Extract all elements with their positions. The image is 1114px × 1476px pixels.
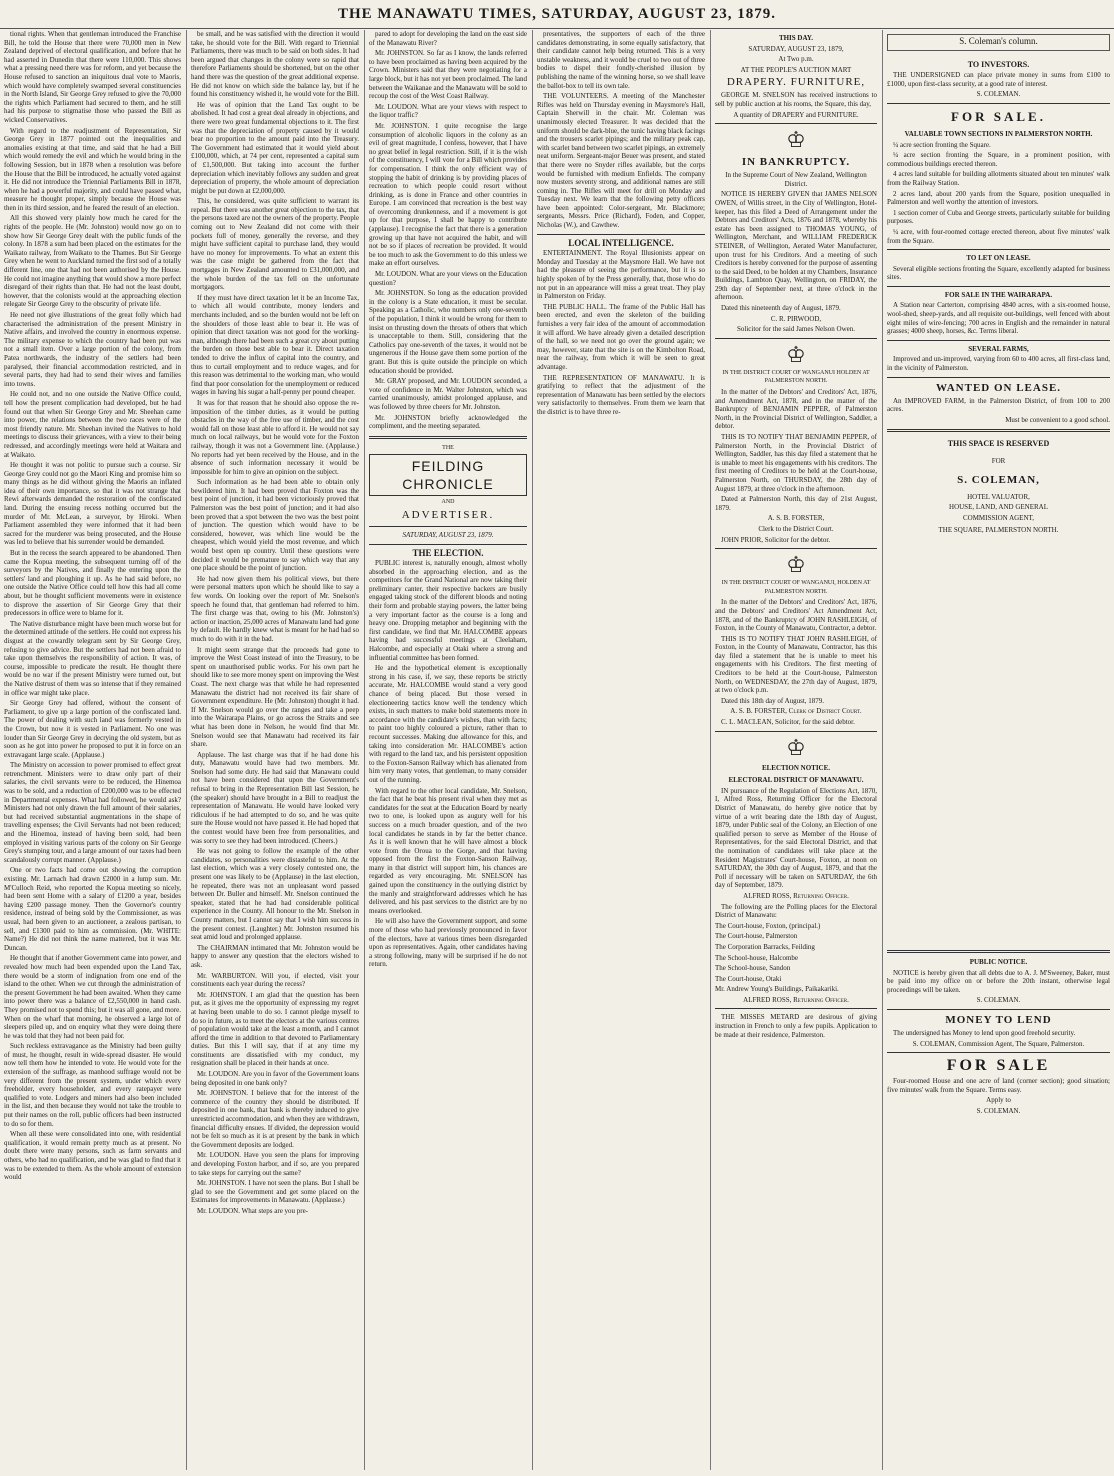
ad-text: In the matter of the Debtors' and Creditors' Act, 1876, and Amendment Act, 1878, and in the matter of the Bankruptcy of BENJAMIN PEPPER, of Palmerston North, in the Provincial District of Wellington, Saddler, a debtor. xyxy=(715,388,877,431)
ad-line: IN THE DISTRICT COURT OF WANGANUI HOLDEN AT PALMERSTON NORTH. xyxy=(722,369,870,385)
article-paragraph: THE PUBLIC HALL. The frame of the Public Hall has been erected, and even the skeleton of the building furnishes a very fair idea of the amount of accommodation it will afford. We have already given a detailed description of the hall, so we need not go over the ground again; we may, however, state that the site is on the Kimbolton Road, near the railway, from which it will be seen to great advantage. xyxy=(537,302,705,371)
ad-text: NOTICE is hereby given that all debts due to A. J. M'Sweeney, Baker, must be paid into my office on or before the 20th instant, otherwise legal proceedings will be taken. xyxy=(887,968,1110,994)
ad-text: IN pursuance of the Regulation of Elections Act, 1870, I, Alfred Ross, Returning Officer for the Electoral District of Manawatu, do hereby give notice that by virtue of a writ bearing date the 18th day of August, 1879, under Public seal of the Colony, an Election of one qualified person to serve as Member of the House of Representatives, for the said Electoral District, and that the nomination of candidates will take place at the Resident Magistrates' Court-house, Foxton, at noon on SATURDAY, the 30th day of August, 1879, and that the Poll if necessary will be taken on SATURDAY, the 6th day of September, 1879. xyxy=(715,786,877,890)
article-paragraph: This, he considered, was quite sufficient to warrant its repeal. But there was another great objection to the tax, that the persons taxed are not the owners of the property. People coming out to New Zealand did not come with their pockets full of money, generally the reverse, and they might have sufficient capital to purchase land, they would have no money for improvements. To what an extent this was the case might be gathered from the fact that mortgages in New Zealand amounted to £31,000,000, and the whole burden of the tax fell on the unfortunate mortgagors. xyxy=(191,197,359,292)
article-paragraph: If they must have direct taxation let it be an Income Tax, to which all would contribute, money lenders and merchants included, and so the burden would not be left on the shoulders of those least able to bear it. He was of opinion that direct taxation was not good for the working-man, although there had been such a great cry about putting the burden on those best able to bear it. Direct taxation tended to drive the influx of capital into the country, and thus to curtail employment and to reduce wages, and for this reason was detrimental to the working man, who would find that poor consolation for the unemployment or reduced wages in having his sugar a half-penny per pound cheaper. xyxy=(191,293,359,397)
royal-crest-icon: ♔ xyxy=(786,734,806,760)
article-paragraph: ENTERTAINMENT. The Royal Illusionists appear on Monday and Tuesday at the Maysmore Hall. We have not had the pleasure of seeing the performance, but it is so highly spoken of by the Press generally, that, those who do not put in an appearance will miss a great treat. They play in Palmerston on Friday. xyxy=(537,249,705,301)
list-item: Mr. Andrew Young's Buildings, Paikakariki. xyxy=(715,985,839,994)
article-paragraph: Mr. JOHNSTON. I am glad that the question has been put, as it gives me the opportunity of expressing my regret at having been unable to do so. I cannot pledge myself to do so in future, as to meet the electors at the various centres of population would take at the least a month, and I cannot afford the time in addition to that devoted to Parliamentary duties. But this I will say, that if at any time my constituents are dissatisfied with my conduct, my resignation shall be placed in their hands at once. xyxy=(191,990,359,1068)
article-paragraph: Mr. WARBURTON. Will you, if elected, visit your constituents each year during the recess? xyxy=(191,971,359,989)
ad-text: THIS IS TO NOTIFY THAT BENJAMIN PEPPER, of Palmerston North, in the Provincial District of Wellington, Saddler, has this day filed a statement that he is unable to meet his engagements with his creditors. The first meeting of Creditors to be held at the Court-house, Palmerston North, on THURSDAY, the 28th day of August 1879, at three o'clock in the afternoon. xyxy=(715,433,877,493)
ad-line: A quantity of DRAPERY and FURNITURE. xyxy=(733,110,859,119)
article-paragraph: Mr. LOUDON. What are your views with respect to the liquor traffic? xyxy=(369,102,527,120)
divider xyxy=(887,286,1110,287)
ad-heading: TO LET ON LEASE. xyxy=(966,254,1031,263)
divider xyxy=(715,338,877,339)
ad-line: S. COLEMAN, Commission Agent, The Square, Palmerston. xyxy=(912,1039,1085,1048)
ad-heading: FOR SALE xyxy=(946,1057,1051,1075)
ad-line: THE SQUARE, PALMERSTON NORTH. xyxy=(938,526,1059,535)
article-paragraph: He thought it was not politic to pursue such a course. Sir George Grey could not go the Maori King and promise him so many things as he did without giving the Maoris an inflated idea of their own importance, so that it was not strange that Rewi afterwards demanded the restoration of the confiscated land. During the ensuing recess nothing occurred but the murder of Mr. McLean, a surveyor, by Hiroki. When Parliament assembled they were informed that it had been sacred for the murderer was being prosecuted, and the House was led to believe that his surrender would be demanded. xyxy=(4,461,181,547)
ad-text: In the matter of the Debtors' and Creditors' Act, 1876, and the Debtors' and Creditors' Act Amendment Act, 1878, and of the Bankruptcy of JOHN RASHLEIGH, of Foxton, in the County of Manawatu, Contractor, a debtor. xyxy=(715,598,877,633)
coleman-lower-ads xyxy=(887,945,1110,1118)
list-item: 2 acres land, about 200 yards from the Square, position unequalled in Palmerston and well worthy the attention of investors. xyxy=(887,189,1110,207)
ad-line: SATURDAY, AUGUST 23, 1879, xyxy=(748,44,844,53)
ad-text: NOTICE IS HEREBY GIVEN that JAMES NELSON OWEN, of Willis street, in the City of Wellington, Hotel-keeper, has this filed a Deed of Arrangement under the Debtors and Creditors' Acts, 1876 and 1878, whereby his estate has been assigned to THOMAS YOUNG, of Wellington, Merchant, and WILLIAM FREDERICK STEINER, of Wellington, Aerated Water Manufacturer, upon trust for his Creditors. And a meeting of such Creditors is hereby convened for the purpose of assenting to the said Deed, to be holden at my Chambers, Insurance Buildings, Lambton Quay, Wellington, on FRIDAY, the 29th day of September next, at three o'clock in the afternoon. xyxy=(715,190,877,302)
signature: ALFRED ROSS, Returning Officer. xyxy=(743,891,849,900)
ad-line: HOTEL VALUATOR, xyxy=(967,492,1030,501)
article-paragraph: The Ministry on accession to power promised to effect great retrenchment. Ministers were to draw only part of their salaries, the civil servants were to be reduced, the Hinemoa was to be sold, and a reduction of £200,000 was to be effected in Departmental expenses. What had followed, he would ask? Ministers had not only drawn the full amount of their salaries, but had received substantial augmentations in the shape of travelling expenses; the Civil Servants had not been reduced; and the Hinemoa, instead of having been sold, had been employed in visiting various parts of the colony on Sir George Grey's stumping tour, and a large amount of our taxes had been scandalously corrupt manner. (Applause.) xyxy=(4,761,181,864)
divider xyxy=(715,731,877,732)
article-paragraph: Mr. JOHNSTON. I have not seen the plans. But I shall be glad to see the Government and get some placed on the Estimates for improvements in Manawatu. (Applause.) xyxy=(191,1179,359,1205)
article-paragraph: He thought that if another Government came into power, and revealed how much had been expended upon the Land Tax, there would be a storm of indignation from one end of the island to the other. When we cut through the administration of the present Government he had been awaited. When they came into power there was a balance of £2,550,000 in hand cash. They promised not to spend this; but it was all gone, and more. When on the wharf that morning, he observed a large lot of sleepers piled up, and on enquiry what they were doing there he was told that they had not been paid for. xyxy=(4,954,181,1040)
signature: S. COLEMAN. xyxy=(976,90,1021,99)
article-paragraph: It might seem strange that the proceeds had gone to improve the West Coast instead of into the Treasury, to be spent on unauthorised public works. For his own part he should like to see more money spent on improving the West Coast. The next charge was that while he had represented Manawatu the district had not received its fair share of Government expenditure. He (Mr. Johnston) thought it had. If Mr. Snelson would go over the ranges and take a peep into the Wairarapa Plains, or go across the Straits and see what has been done in Nelson, he would find that Mr. Snelson would see that Manawatu had received its fair share. xyxy=(191,645,359,749)
ad-text: An IMPROVED FARM, in the Palmerston District, of from 100 to 200 acres. xyxy=(887,396,1110,414)
ad-line: IN THE DISTRICT COURT OF WANGANUI, HOLDEN AT PALMERSTON NORTH. xyxy=(721,580,871,595)
article-paragraph: Mr. LOUDON. Are you in favor of the Government loans being deposited in one bank only? xyxy=(191,1070,359,1087)
article-paragraph: With regard to the readjustment of Representation, Sir George Grey in 1877 pointed out the inequalities and anomalies existing at that time, and said that he had a Bill which would remedy the evil and which he would bring in the following Session, but in 1878 when a resolution was before the House that the Bill be introduced, he actually voted against it. He did not introduce the Triennial Parliaments Bill in 1878, when he had a powerful majority, and could have passed what, measure he thought proper, simply because the House was then in its third session, and he feared the result of an election. xyxy=(4,126,181,212)
signature: S. COLEMAN. xyxy=(976,996,1021,1005)
article-paragraph: presentatives, the supporters of each of the three candidates demonstrating, in some equally satisfactory, that their candidate cannot help being returned. This is a very unstable weakness, and it would be cruel to two out of three bodies to dispel their fondly-cherished illusion by publishing the name of the winning horse, so we shall leave the ballot-box to tell its own tale. xyxy=(537,30,705,90)
article-paragraph: Mr. JOHNSTON. I quite recognise the large consumption of alcoholic liquors in the colony as an evil of great magnitude, I confess, however, that I have no great belief in legal restriction. Still, if it is the wish of the constituency, I will vote for a Bill which provides for compensation. I think the only efficient way of stopping the habit of drinking is by providing places of recreation to which people could resort without drinking, as is done in France and other countries in Europe. I am convinced that recreation is the best way of overcoming drunkenness, and if a movement is got up for that purpose, I shall be happy to contribute (applause). I recognise the fact that there is a generation growing up that have not acquired the habit, and will not be so if places of recreation be provided. It would be too much to ask the Government to do this unless we make an effort ourselves. xyxy=(369,121,527,268)
ad-heading: IN BANKRUPTCY. xyxy=(741,156,851,169)
ad-text: THE UNDERSIGNED can place private money in sums from £100 to £1000, upon first-class security, at a good rate of interest. xyxy=(887,71,1110,88)
divider xyxy=(887,429,1110,432)
article-paragraph: He had now given them his political views, but there were personal matters upon which he should like to say a few words. On looking over the report of Mr. Snelson's speech he found that, that gentleman had referred to him. The first charge was that, owing to his (Mr. Johnston's) action or inaction, 25,000 acres of Manawatu land had gone by default. He hardly knew what is meant for he had had so much to do with it in the bad. xyxy=(191,574,359,643)
ad-heading: WANTED ON LEASE. xyxy=(935,381,1062,394)
ad-line: Apply to xyxy=(986,1096,1011,1105)
ad-heading: ELECTORAL DISTRICT OF MANAWATU. xyxy=(728,776,864,785)
divider xyxy=(887,1009,1110,1010)
column-1 xyxy=(0,30,185,1470)
ad-text: GEORGE M. SNELSON has received instructions to sell by public auction at his rooms, the Square, this day, xyxy=(715,91,877,108)
local-heading: LOCAL INTELLIGENCE. xyxy=(568,237,674,248)
royal-crest-icon: ♔ xyxy=(786,341,806,367)
ad-heading: FOR SALE. xyxy=(951,108,1046,124)
ad-text: The following are the Polling places for the Electoral District of Manawatu: xyxy=(715,902,877,920)
list-item: ¼ acre, with four-roomed cottage erected thereon, about five minutes' walk from the Square. xyxy=(887,227,1110,245)
list-item: The School-house, Sandon xyxy=(715,964,791,973)
ad-text: C. L. MACLEAN, Solicitor, for the said debtor. xyxy=(721,718,855,727)
article-paragraph: He was not going to follow the example of the other candidates, so personalities were distasteful to him. At the last election, which was a very closely contested one, the present one was likely to be (Applause) in the last election, he repeated, there was not an unpleasant word passed between Dr. Buller and himself. Mr. Snelson continued the speaker, stated that he had had considerable political experience in the County. All honour to the Mr. Snelson in County matters, but I cannot say that I wish him success in the present contest. (Laughter.) Mr. Johnston resumed his seat amid loud and prolonged applause. xyxy=(191,847,359,942)
ad-text: JOHN PRIOR, Solicitor for the debtor. xyxy=(721,535,831,544)
article-paragraph: Mr. GRAY proposed, and Mr. LOUDON seconded, a vote of confidence in Mr. Walter Johnston, which was carried unanimously, amidst prolonged applause, and was followed by three cheers for Mr. Johnston. xyxy=(369,377,527,411)
ad-text: Dated this 18th day of August, 1879. xyxy=(721,696,825,705)
ad-text: The undersigned has Money to lend upon good freehold security. xyxy=(893,1028,1076,1037)
ad-heading: VALUABLE TOWN SECTIONS IN PALMERSTON NORTH. xyxy=(904,129,1093,138)
ad-heading: THIS DAY. xyxy=(778,34,814,42)
article-paragraph: be small, and he was satisfied with the direction it would take, he should vote for the Bill. With regard to Triennial Parliaments, there was much to be said on both sides. It had been argued that changes in the colony were so rapid that therefore Parliaments should be shortened, but on the other hand there was the question of the great additional expense. He did not know on which side the balance lay, but if he found his constituency wished it, he would vote for the Bill. xyxy=(191,30,359,99)
divider xyxy=(887,340,1110,341)
ad-text: THE MISSES METARD are desirous of giving instruction in French to only a few pupils. Application to be made at their residence, Palmerston. xyxy=(715,1013,877,1039)
ad-heading: THIS SPACE IS RESERVED xyxy=(947,439,1050,449)
article-paragraph: He and the hypothetical element is exceptionally strong in his case, if, we say, these reports be strictly accurate, Mr. HALCOMBE would stand a very good chance of being placed. But those versed in electioneering tactics know well the tendency which exists, in such matters to make bold statements more in accordance with the candidate's wishes, than with facts; to paint too highly coloured a picture, rather than to recount successes. Making due allowance for this, and taking into consideration Mr. HALCOMBE's action with regard to the land tax, and his persistent opposition to the Foxton-Sanson Railway which has alienated from him very many votes, that gentleman, to many consider out of the running. xyxy=(369,664,527,784)
ad-text: Several eligible sections fronting the Square, excellently adapted for business sites. xyxy=(887,264,1110,282)
signature: ALFRED ROSS, Returning Officer. xyxy=(743,995,849,1004)
article-paragraph: Such information as he had been able to obtain only bewildered him. It had been proved that Foxton was the best point of junction, it had been victoriously proved that Palmerston was the best point of junction; and it had also been proved that a spot between the two was the best point of junction. The question which would have to be considered, however, was which line would be the cheapest, which would yield the most revenue, and which would best open up country. Until these questions were decided it would be premature to say which way that any one place should be the point of junction. xyxy=(191,478,359,573)
article-paragraph: Mr. JOHNSTON briefly acknowledged the compliment, and the meeting separated. xyxy=(369,413,527,431)
royal-crest-icon: ♔ xyxy=(786,127,806,153)
paper-subtitle: ADVERTISER. xyxy=(401,508,495,521)
signature: A. S. B. FORSTER, Clerk of District Court. xyxy=(730,707,862,716)
ad-heading: SEVERAL FARMS, xyxy=(968,344,1029,353)
article-paragraph: When all these were consolidated into one, with residential qualification, it would remain pretty much as at present. No doubt there were many persons, such as farm servants and others, who had no qualification, and he was glad to find that it was to be extended to them. As the whole amount of extension would xyxy=(4,1130,181,1182)
article-paragraph: Mr. JOHNSTON. I believe that for the interest of the commerce of the country they should be distributed. If deposited in one bank, that bank is thereby induced to give unrestricted accommodation, and when they are withdrawn, financial difficulty ensues. If divided, the depression would not be felt so much as it is at present by the bank in which the Government deposits are lodged. xyxy=(191,1089,359,1149)
article-paragraph: It was for that reason that he should also oppose the re-imposition of the timber duties, as it would be putting obstacles in the way of the free use of timber, and the cost would fall on those least able to afford it. He would not say much on local railways, but he would vote for the Foxton railway, though it was not a Government line. (Applause.) No reports had yet been received by the House, and in the absence of such information necessary it would be impossible for him to give an opinion on the subject. xyxy=(191,398,359,476)
divider xyxy=(887,950,1110,953)
ad-text: Improved and un-improved, varying from 60 to 400 acres, all first-class land, in the vicinity of Palmerston. xyxy=(887,355,1110,373)
ad-text: Dated at Palmerston North, this day of 21st August, 1879. xyxy=(715,495,877,512)
signature: S. COLEMAN. xyxy=(976,1106,1021,1115)
ad-line: HOUSE, LAND, AND GENERAL xyxy=(949,503,1048,512)
column-6 xyxy=(883,30,1114,1470)
article-paragraph: The Native disturbance might have been much worse but for the determined attitude of the settlers. He could not express his disgust at the cowardly telegram sent by Sir George Grey, refusing to give advice. But the settlers had not been afraid to take upon themselves the responsibility of action. It was, of course, impossible to predicate the result. He thought there would be no war if the present Ministry were turned out, but the Native distrust of them was so intense that if they remained in office war might take place. xyxy=(4,619,181,697)
divider xyxy=(887,103,1110,104)
ad-heading: TO INVESTORS. xyxy=(967,59,1030,69)
ad-text: Must be convenient to a good school. xyxy=(1005,415,1110,424)
divider xyxy=(887,249,1110,250)
column-4 xyxy=(533,30,709,1470)
royal-crest-icon: ♔ xyxy=(786,552,806,578)
article-paragraph: THE VOLUNTEERS. A meeting of the Manchester Rifles was held on Thursday evening in Maysmore's Hall, Captain Sherwill in the chair. Mr. Coleman was unanimously elected Treasurer. It was decided that the uniform should be dark-blue, the tunic having black facings and the trousers scarlet pipings; and the military peak cap, with scarlet band between two scarlet pipings, an extremely neat uniform. Sergeant-major Beuer was present, and stated that there were no Snyder rifles available, but the corps would be furnished with medium Enfields. The company now musters seventy strong, and additional names are still coming in. The Rifles will meet for drill on Monday and Tuesday next. We learn that the following petty officers have been appointed: Color-sergeant, Mr. Blackmore; sergeants, Messrs. Price (Richard), Foden, and Copper, Nicholas (W.), and Cawthew. xyxy=(537,92,705,230)
ad-text: Four-roomed House and one acre of land (corner section); good situation; five minutes' walk from the Square. Terms easy. xyxy=(887,1077,1110,1094)
ad-heading: MONEY TO LEND xyxy=(945,1013,1052,1026)
divider xyxy=(887,377,1110,378)
article-paragraph: Mr. JOHNSTON. So far as I know, the lands referred to have been proclaimed as having been acquired by the Crown. Ministers said that they were negotiating for a large block, but it has not yet been proclaimed. The land between the Waikanae and the Manawatu will be sold to recoup the cost of the West Coast Railway. xyxy=(369,49,527,101)
ad-line: Clerk to the District Court. xyxy=(758,524,834,533)
article-paragraph: Mr. LOUDON. What are your views on the Education question? xyxy=(369,270,527,287)
article-paragraph: But in the recess the search appeared to be abandoned. Then came the Kopua meeting, the subsequent turning off of the surveyors by the Natives, and finally the entering upon the settlers' land and ploughing it up. As he had said before, no one outside the Native Office could tell how this had all come about, but he thought sufficient movements were in existence to disprove the assertion of Sir George Grey that their predecessors in office were to blame for it. xyxy=(4,549,181,618)
article-paragraph: He need not give illustrations of the great folly which had characterised the administration of the present Ministry in Native affairs, and involved the country in enormous expense. The military expense to which the country had been put was not a small item. Over a large portion of the colony, from Patea northwards, the industry of the settlers had been paralysed, their financial accommodation restricted, and in several parts, they had had to send their wives and families into towns. xyxy=(4,311,181,388)
ad-line: In the Supreme Court of New Zealand, Wellington District. xyxy=(725,171,867,188)
article-paragraph: Mr. LOUDON. Have you seen the plans for improving and developing Foxton harbor, and if so, are you prepared to take steps for carrying out the same? xyxy=(191,1151,359,1177)
article-paragraph: THE REPRESENTATION OF MANAWATU. It is gratifying to reflect that the adjustment of the representation of Manawatu has been settled by the electors very satisfactorily to themselves. From them we learn that the district is to have three re- xyxy=(537,373,705,416)
election-heading: THE ELECTION. xyxy=(412,547,484,558)
ad-line: DRAPERY. FURNITURE, xyxy=(726,76,866,89)
list-item: The Corporation Barracks, Feilding xyxy=(715,942,815,951)
ad-text: THIS IS TO NOTIFY THAT JOHN RASHLEIGH, of Foxton, in the County of Manawatu, Contractor, has this day filed a statement that he is unable to meet his engagements with his Creditors. The first meeting of Creditors to be held at the Court-house, Palmerston North, on WEDNESDAY, the 27th day of August, 1879, at two o'clock p.m. xyxy=(715,634,877,695)
ad-heading: PUBLIC NOTICE. xyxy=(969,958,1028,966)
article-paragraph: The CHAIRMAN intimated that Mr. Johnston would be happy to answer any question that the electors wished to ask. xyxy=(191,943,359,969)
column-2 xyxy=(187,30,363,1470)
article-paragraph: Applause. The last charge was that if he had done his duty, Manawatu would have had two members. Mr. Snelson had some duty. He had said that Manawatu could not have been considered that upon the Government's refusal to bring in the Representation Bill last Session, he (the speaker) should have brought in a Bill to readjust the representation of Manawatu. He would have looked very ridiculous if he had attempted to do so, and he was quite sure the House would not have passed it. He had hoped that the contest would have been free from personalities, and was sorry to see they had been introduced. (Cheers.) xyxy=(191,750,359,845)
divider xyxy=(369,526,527,527)
article-paragraph: He will also have the Government support, and some more of those who had previously pronounced in favor of the electors, have at various times been disregarded upon as representatives. Again, other candidates having a strong following, many will be surprised if he do not return. xyxy=(369,917,527,969)
list-item: 1 section corner of Cuba and George streets, particularly suitable for building purposes. xyxy=(887,208,1110,226)
coleman-header-box xyxy=(887,34,1110,51)
divider xyxy=(887,1052,1110,1053)
list-item: The Court-house, Palmerston xyxy=(715,932,798,941)
list-item: 4 acres land suitable for building allotments situated about ten minutes' walk from the Railway Station. xyxy=(887,170,1110,187)
ad-line: COMMISSION AGENT, xyxy=(962,513,1035,522)
article-paragraph: PUBLIC interest is, naturally enough, almost wholly absorbed in the approaching election, and as the competitors for the Grand National are now taking their preliminary canter, their respective backers are busily engaged taking stock of the different bloods and noting their form and probable staying powers, the latter being a very important factor as the course is a long and heavy one. Dropping metaphor and beginning with the first candidate, we find that Mr. HALCOMBE appears having had successful meetings at Cleelaham, Halcombe, and especially at Otaki where a strong and influential committee has been formed. xyxy=(369,559,527,662)
article-paragraph: Mr. JOHNSTON. So long as the education provided in the colony is a State education, it must be secular. Speaking as a Catholic, who numbers only one-seventh of the population, I think it would be wrong for them to insist on thrusting down the throats of others that which is unacceptable to them. Still, considering that the Catholics pay one-seventh of the taxes, it would not be ungenerous if the House gave them some portion of the grant. But this is quite outside the principle on which education should be provided. xyxy=(369,289,527,375)
column-5 xyxy=(711,30,881,1470)
ad-heading: ELECTION NOTICE. xyxy=(761,763,831,772)
list-item: The Court-house, Otaki xyxy=(715,974,782,983)
divider xyxy=(369,436,527,439)
ad-line: At Two p.m. xyxy=(778,55,814,64)
article-paragraph: He could not, and no one outside the Native Office could, tell how the present complication had developed, but he had found out that when Sir George Grey and Mr. Sheehan came into power, the relations between the two races were of the most friendly nature. Mr. Sheehan invited the Natives to hold meetings to discuss their grievances, with a view to their being redressed, and accordingly meetings were held at Waitara and at Waikato. xyxy=(4,390,181,459)
ad-heading: FOR SALE IN THE WAIRARAPA. xyxy=(944,290,1053,299)
article-paragraph: Such reckless extravagance as the Ministry had been guilty of must, he thought, result in wide-spread disaster. He would now tell them how he intended to vote. He would vote for the extension of the suffrage, as manhood suffrage would not be very different from the present system, under which every freeholder, every householder, and every ratepayer were qualified to vote. Lodgers and miners had also been included in the list, and then because they would not take the trouble to put their names on the roll, public officers had been instructed to do so for them. xyxy=(4,1042,181,1128)
list-item: The Court-house, Foxton, (principal.) xyxy=(715,921,821,930)
paper-nameplate: FEILDING CHRONICLE xyxy=(369,454,527,496)
ad-text: Dated this nineteenth day of August, 1879. xyxy=(721,304,841,313)
divider xyxy=(715,123,877,124)
article-paragraph: tional rights. When that gentleman introduced the Franchise Bill, he told the House that there were 70,000 men in New Zealand deprived of electoral qualification, and before that he had asserted in Dunedin that there were 110,000. This shows what a pressing need there was for reform, and yet because the House refused to sanction an iniquitous dual vote to Maoris, which would have completely swamped several constituencies in the North Island, Sir George Grey refused to give the 70,000 the rights which Parliament had secured to them, and he still had his purpose to stigmatise those who passed the Bill as wicked Conservatives. xyxy=(4,30,181,124)
signature: C. R. PIRWOOD, xyxy=(770,314,822,323)
article-paragraph: One or two facts had come out showing the corruption existing. Mr. Larnach had drawn £2000 in a lump sum. Mr. M'Culloch Reid, who reported the Kopua meeting so nicely, had been sent Home with a salary of £1200 a year, besides having £200 passage money. Then the Governor's country residence, instead of being sold by the Commissioner, as was usual, had been given to an auctioneer, a zealous partisan, to sell, and £1300 paid to him as commission. (Mr. WHITE: Name?) He did not think the name mattered, but it was Mr. Duncan. xyxy=(4,866,181,952)
list-item: ¼ acre section fronting the Square, in a prominent position, with commodious buildings erected thereon. xyxy=(887,151,1110,168)
divider xyxy=(715,1008,877,1009)
ad-text: A Station near Carterton, comprising 4840 acres, with a six-roomed house, wool-shed, sheep-yards, and all requisite out-buildings, well fenced with about eight miles of wire-fencing; 700 acres in English and the remainder in natural grasses; 4000 sheep, horses, &c. Terms liberal. xyxy=(887,301,1110,336)
divider xyxy=(537,234,705,235)
article-paragraph: He was of opinion that the Land Tax ought to be abolished. It had cost a great deal already in objections, and there were two great fundamental objections to it. The first was that the depreciation of property caused by it would bear no proportion to the amount paid into the Treasury. The Government had estimated that it would yield about £100,000, which, at 74 per cent, represented a capital sum of £1,500,000. But taking into account the further depreciation which inevitably follows any sudden and great depreciation of property, the whole amount of depreciation might be put down at £2,000,000. xyxy=(191,100,359,195)
ad-line: Solicitor for the said James Nelson Owen. xyxy=(736,325,855,334)
ad-line: FOR xyxy=(991,457,1006,465)
list-item: The School-house, Halcombe xyxy=(715,953,799,962)
paper-date: SATURDAY, AUGUST 23, 1879. xyxy=(402,530,494,539)
article-paragraph: All this showed very plainly how much he cared for the rights of the people. He (Mr. Johnston) would now go on to show how Sir George Grey dealt with the public funds of the colony. In 1878 a sum had been placed on the estimates for the Waikato railway, from Waikato to the Thames. But Sir George Grey when he went to Auckland turned the first sod of a totally different line, one that had not been authorised by the House. He could not imagine anything that would show a more perfect disregard of their rights than that. He had not the least doubt, however, that the colonists would at the approaching election relegate Sir George Grey to the obscurity of private life. xyxy=(4,214,181,309)
article-paragraph: With regard to the other local candidate, Mr. Snelson, the fact that he beat his present rival when they met as candidates for the seat at the Education Board by nearly two to one, is looked upon as augury well for his success on a much broader question, and of the two local candidates he stands in by far the better chance. As it is well known that he will have almost a block vote from the Oroua to the Gorge, and that having opposed from the first the Foxton-Sanson Railway, many in that district will support him, his chances are regarded as very encouraging. Mr. SNELSON has gained upon the constituency in the outlying district by the manly and straightforward addresses which he has delivered, and his past services to the district are by no means overlooked. xyxy=(369,786,527,915)
ad-heading: S. COLEMAN, xyxy=(957,473,1040,486)
ad-line: AT THE PEOPLE'S AUCTION MART xyxy=(740,65,852,74)
list-item: ¼ acre section fronting the Square. xyxy=(893,140,991,149)
paper-and: AND xyxy=(441,499,455,506)
column-header: S. Coleman's column. xyxy=(959,36,1038,46)
paper-the: THE xyxy=(442,444,454,451)
article-paragraph: Mr. LOUDON. What steps are you pre- xyxy=(197,1206,309,1215)
column-3 xyxy=(365,30,531,1470)
article-paragraph: Sir George Grey had offered, without the consent of Parliament, to give up a large portion of the confiscated land. The power of dealing with such land was formerly vested in the Crown, but now it is vested in Parliament. No one was louder than Sir George Grey in decrying the old system, but as soon as he got into power he proposed to put it in force on an extravagant large scale. (Applause.) xyxy=(4,699,181,759)
divider xyxy=(715,548,877,549)
signature: A. S. B. FORSTER, xyxy=(767,514,825,523)
article-paragraph: pared to adopt for developing the land on the east side of the Manawatu River? xyxy=(369,30,527,47)
masthead: THE MANAWATU TIMES, SATURDAY, AUGUST 23, 1879. xyxy=(0,0,1114,29)
divider xyxy=(369,544,527,545)
